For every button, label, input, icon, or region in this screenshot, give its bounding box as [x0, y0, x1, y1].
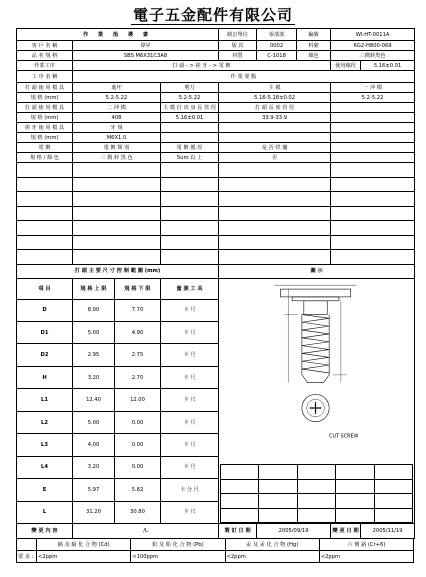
inspection-header: 規 格 上 限	[73, 279, 115, 300]
empty-cell	[73, 235, 161, 250]
spec-upper: 3.20	[73, 366, 115, 388]
footer-header-cd: 鎘 及 鎘 化 合 物 (Cd)	[37, 539, 131, 551]
col-3: 主 模	[219, 83, 331, 93]
spec-item: D	[17, 299, 73, 321]
row4-cell: 408	[73, 113, 161, 123]
material-value: 6G2-H800-069	[331, 41, 415, 51]
customer-value: 偉昇	[73, 41, 219, 51]
empty-cell	[331, 206, 415, 221]
spec-tool: 卡 尺	[161, 322, 219, 344]
spec-lower: 2.70	[115, 366, 161, 388]
empty-cell	[17, 206, 73, 221]
spec-tool: 卡 尺	[161, 456, 219, 478]
empty-cell	[161, 163, 219, 178]
spec-upper: 3.20	[73, 456, 115, 478]
row7-cell	[331, 143, 415, 153]
empty-cell	[161, 250, 219, 265]
spec-lower: 12.00	[115, 389, 161, 411]
material2-label: 材質	[219, 51, 257, 61]
tb-cell	[259, 494, 297, 509]
empty-cell	[219, 192, 331, 207]
tb-cell	[297, 508, 335, 523]
version-value: 0002	[257, 41, 297, 51]
tb-cell	[221, 479, 259, 494]
empty-cell	[219, 221, 331, 236]
empty-cell	[161, 221, 219, 236]
row3-label: 打 頭 使 用 模 具	[17, 103, 73, 113]
row6-cell	[331, 133, 415, 143]
spec-tool: 卡 尺	[161, 299, 219, 321]
row2-cell: 5.2-5.22	[161, 93, 219, 103]
empty-cell	[331, 221, 415, 236]
revision-value: /L	[73, 524, 219, 539]
spec-upper: 5.00	[73, 411, 115, 433]
empty-cell	[219, 206, 331, 221]
doc-no-label: 編號	[297, 29, 331, 41]
row6-cell	[161, 133, 219, 143]
part-drawing	[219, 279, 415, 524]
empty-cell	[161, 192, 219, 207]
empty-cell	[73, 250, 161, 265]
product-label: 品 名 規 格	[17, 51, 73, 61]
spec-item: D1	[17, 322, 73, 344]
inspection-title: 打 頭 主 要 尺 寸 控 制 範 圍 (mm)	[17, 264, 219, 279]
tb-cell	[374, 479, 412, 494]
empty-cell	[331, 177, 415, 192]
spec-lower: 4.90	[115, 322, 161, 344]
spec-lower: 30.80	[115, 501, 161, 523]
spec-tool: 卡 尺	[161, 501, 219, 523]
process-name-label: 工 序 名 稱	[17, 71, 73, 83]
spec-lower: 5.82	[115, 479, 161, 501]
row7-cell: 是 否 烘 爐	[219, 143, 331, 153]
row6-cell	[219, 133, 331, 143]
row2-cell: 5.16-5.18±0.02	[219, 93, 331, 103]
spec-item: D2	[17, 344, 73, 366]
spec-lower: 2.75	[115, 344, 161, 366]
made-date: 2005/09/19	[257, 524, 331, 539]
dept-label: 制訂單位	[219, 29, 257, 41]
row6-cell: M6X1.0	[73, 133, 161, 143]
footer-corner	[17, 539, 37, 551]
empty-cell	[17, 235, 73, 250]
spec-lower: 0.00	[115, 434, 161, 456]
row5-cell	[161, 123, 219, 133]
empty-cell	[17, 192, 73, 207]
empty-cell	[17, 163, 73, 178]
tb-cell	[374, 465, 412, 480]
row8-cell: 否	[219, 153, 331, 163]
row7-label: 電 鍍	[17, 143, 73, 153]
empty-cell	[73, 163, 161, 178]
spec-item: H	[17, 366, 73, 388]
color-value: 三價鋅黑色	[331, 51, 415, 61]
material-label: 料號	[297, 41, 331, 51]
row7-cell: 電 鍍 類 別	[73, 143, 161, 153]
tb-cell	[297, 479, 335, 494]
row3-cell: 二 沖 模	[73, 103, 161, 113]
spec-lower: 7.70	[115, 299, 161, 321]
spec-upper: 2.95	[73, 344, 115, 366]
tb-cell	[221, 508, 259, 523]
customer-label: 客 戶 名 稱	[17, 41, 73, 51]
row4-cell	[331, 113, 415, 123]
row8-cell: 5um 以 上	[161, 153, 219, 163]
spec-upper: 31.20	[73, 501, 115, 523]
diagram-label: 圖 示	[219, 264, 415, 279]
spec-tool: 卡 尺	[161, 411, 219, 433]
empty-cell	[17, 177, 73, 192]
tb-cell	[259, 508, 297, 523]
row2-label: 規 格 (mm)	[17, 93, 73, 103]
footer-header-hg: 汞 及 汞 化 合 物 (Hg)	[225, 539, 319, 551]
doc-title: 作 業 指 導 書	[17, 29, 219, 41]
empty-cell	[219, 235, 331, 250]
spec-upper: 5.00	[73, 322, 115, 344]
process-value: 打 頭 - > 搓 牙 - > 電 鍍	[73, 61, 331, 71]
inspection-header: 項 目	[17, 279, 73, 300]
color-label: 顏色	[297, 51, 331, 61]
spec-lower: 0.00	[115, 411, 161, 433]
row5-cell	[331, 123, 415, 133]
revision-label: 變 更 內 容	[17, 524, 73, 539]
footer-value-cd: <2ppm	[37, 551, 131, 563]
process-label: 作業工序	[17, 61, 73, 71]
change-date-label: 變 更 日 期	[331, 524, 361, 539]
inspection-header: 量 測 工 具	[161, 279, 219, 300]
gauge-label: 使用線徑	[331, 61, 361, 71]
change-date: 2005/11/19	[361, 524, 415, 539]
spec-item: L4	[17, 456, 73, 478]
tb-cell	[336, 465, 374, 480]
row7-cell: 電 鍍 膜 厚	[161, 143, 219, 153]
screw-drawing-svg	[220, 279, 413, 461]
dept-value: 零部部	[257, 29, 297, 41]
col-4: 一 沖 模	[331, 83, 415, 93]
spec-item: E	[17, 479, 73, 501]
drawing-caption: CUT SCREW	[329, 433, 359, 440]
row6-label: 規 格 (mm)	[17, 133, 73, 143]
spec-upper: 12.40	[73, 389, 115, 411]
spec-item: L3	[17, 434, 73, 456]
tb-cell	[259, 465, 297, 480]
row4-cell: 33.9-33.9	[219, 113, 331, 123]
tb-cell	[336, 479, 374, 494]
hazardous-substance-table	[16, 538, 414, 563]
spec-tool: 卡 尺	[161, 434, 219, 456]
empty-cell	[73, 206, 161, 221]
row3-cell	[331, 103, 415, 113]
work-instruction-sheet	[16, 28, 415, 539]
empty-cell	[219, 163, 331, 178]
footer-value-hg: <2ppm	[225, 551, 319, 563]
footer-header-cr6: 六 價 鉻 (Cr+6)	[319, 539, 413, 551]
row1-label: 打 頭 使 用 模 具	[17, 83, 73, 93]
spec-tool: 卡 尺	[161, 344, 219, 366]
spec-tool: 卡 分 尺	[161, 479, 219, 501]
spec-item: L	[17, 501, 73, 523]
spec-upper: 8.00	[73, 299, 115, 321]
material2-value: C-1018	[257, 51, 297, 61]
empty-cell	[17, 221, 73, 236]
row2-cell: 5.2-5.22	[331, 93, 415, 103]
row4-cell: 5.16±0.01	[161, 113, 219, 123]
empty-cell	[331, 163, 415, 178]
product-value: SBS M6X31C3A8	[73, 51, 219, 61]
col-2: 剪刀	[161, 83, 219, 93]
title-block	[220, 464, 413, 523]
spec-upper: 5.97	[73, 479, 115, 501]
made-date-label: 製 訂 日 期	[219, 524, 257, 539]
version-label: 版 次	[219, 41, 257, 51]
spec-item: L1	[17, 389, 73, 411]
empty-cell	[219, 177, 331, 192]
footer-header-pb: 鉛 及 鉛 化 合 物 (Pb)	[131, 539, 225, 551]
footer-value-pb: <100ppm	[131, 551, 225, 563]
row5-cell: 牙 規	[73, 123, 161, 133]
footer-row-label: 要 求 :	[17, 551, 37, 563]
empty-cell	[73, 221, 161, 236]
empty-cell	[161, 177, 219, 192]
empty-cell	[17, 250, 73, 265]
spec-lower: 0.00	[115, 456, 161, 478]
row8-cell	[331, 153, 415, 163]
row5-cell	[219, 123, 331, 133]
tb-cell	[374, 494, 412, 509]
row5-label: 搓 牙 使 用 模 具	[17, 123, 73, 133]
tb-cell	[221, 494, 259, 509]
tb-cell	[336, 508, 374, 523]
tb-cell	[297, 465, 335, 480]
tb-cell	[297, 494, 335, 509]
company-title: 電子五金配件有限公司	[132, 6, 293, 24]
tb-cell	[336, 494, 374, 509]
spec-upper: 4.00	[73, 434, 115, 456]
row4-label: 規 格 (mm)	[17, 113, 73, 123]
col-1: 進坯	[73, 83, 161, 93]
tb-cell	[221, 465, 259, 480]
empty-cell	[73, 192, 161, 207]
empty-cell	[331, 192, 415, 207]
empty-cell	[73, 177, 161, 192]
spec-tool: 卡 尺	[161, 366, 219, 388]
empty-cell	[331, 235, 415, 250]
row8-cell: 三 價 鋅 黑 色	[73, 153, 161, 163]
footer-value-cr6: <2ppm	[319, 551, 413, 563]
spec-item: L2	[17, 411, 73, 433]
row3-cell: 主 模 打 出 身 長 管 徑	[161, 103, 219, 113]
empty-cell	[161, 206, 219, 221]
empty-cell	[161, 235, 219, 250]
tb-cell	[374, 508, 412, 523]
spec-tool: 卡 尺	[161, 389, 219, 411]
empty-cell	[219, 250, 331, 265]
empty-cell	[331, 250, 415, 265]
row3-cell: 打 頭 長 度 管 徑	[219, 103, 331, 113]
row8-label: 規 格 / 顏 色	[17, 153, 73, 163]
doc-no-value: WI-HT-0011A	[331, 29, 415, 41]
tb-cell	[259, 479, 297, 494]
inspection-header: 規 格 下 限	[115, 279, 161, 300]
row2-cell: 5.2-5.22	[73, 93, 161, 103]
gauge-value: 5.16±0.01	[361, 61, 415, 71]
process-section-title: 作 業 要 點	[73, 71, 415, 83]
